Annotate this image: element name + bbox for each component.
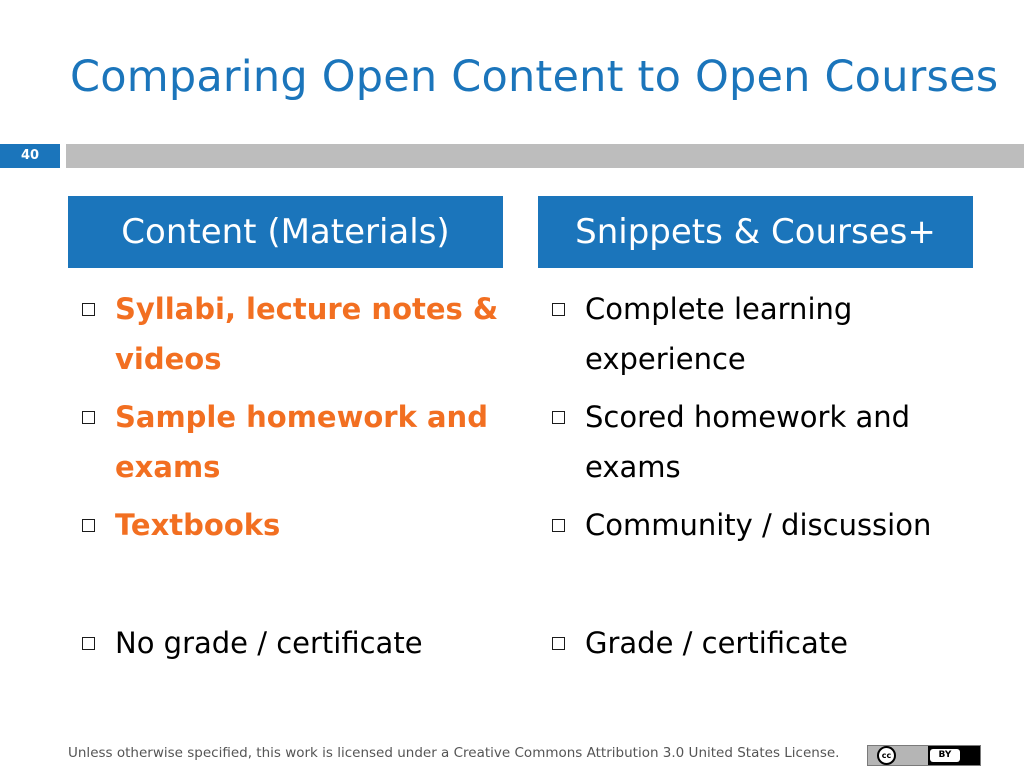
square-bullet-icon (82, 519, 95, 532)
square-bullet-icon (82, 411, 95, 424)
list-item-text: Complete learning experience (585, 292, 853, 376)
list-item (550, 284, 990, 384)
square-bullet-icon (552, 519, 565, 532)
cc-by-license-badge[interactable] (867, 745, 981, 766)
list-item (80, 618, 520, 668)
square-bullet-icon (552, 411, 565, 424)
square-bullet-icon (552, 637, 565, 650)
list-item-text: Community / discussion (585, 508, 932, 542)
square-bullet-icon (552, 303, 565, 316)
header-rule (66, 144, 1024, 168)
list-item (80, 500, 520, 550)
slide-number: 40 (0, 144, 60, 168)
square-bullet-icon (82, 303, 95, 316)
snippets-courses-list (550, 284, 990, 668)
list-item (80, 284, 520, 384)
content-materials-header: Content (Materials) (68, 196, 503, 268)
list-item (550, 392, 990, 492)
list-item (80, 392, 520, 492)
list-item (550, 500, 990, 550)
list-item-text: Scored homework and exams (585, 400, 911, 484)
list-item-text: Syllabi, lecture notes & videos (115, 292, 499, 376)
slide-title: Comparing Open Content to Open Courses (70, 52, 999, 102)
square-bullet-icon (82, 637, 95, 650)
content-materials-list (80, 284, 520, 668)
list-item-text: Grade / certificate (585, 626, 848, 660)
snippets-courses-header: Snippets & Courses+ (538, 196, 973, 268)
slide-number-bar (0, 144, 1024, 168)
license-footer: Unless otherwise specified, this work is licensed under a Creative Commons Attribution 3.0 United States License. (68, 745, 840, 761)
list-item-text: No grade / certificate (115, 626, 423, 660)
attribution-by-label: BY (930, 749, 960, 762)
list-item-text: Textbooks (115, 508, 281, 542)
list-item (550, 618, 990, 668)
creative-commons-icon: cc (877, 746, 896, 765)
list-item-text: Sample homework and exams (115, 400, 488, 484)
